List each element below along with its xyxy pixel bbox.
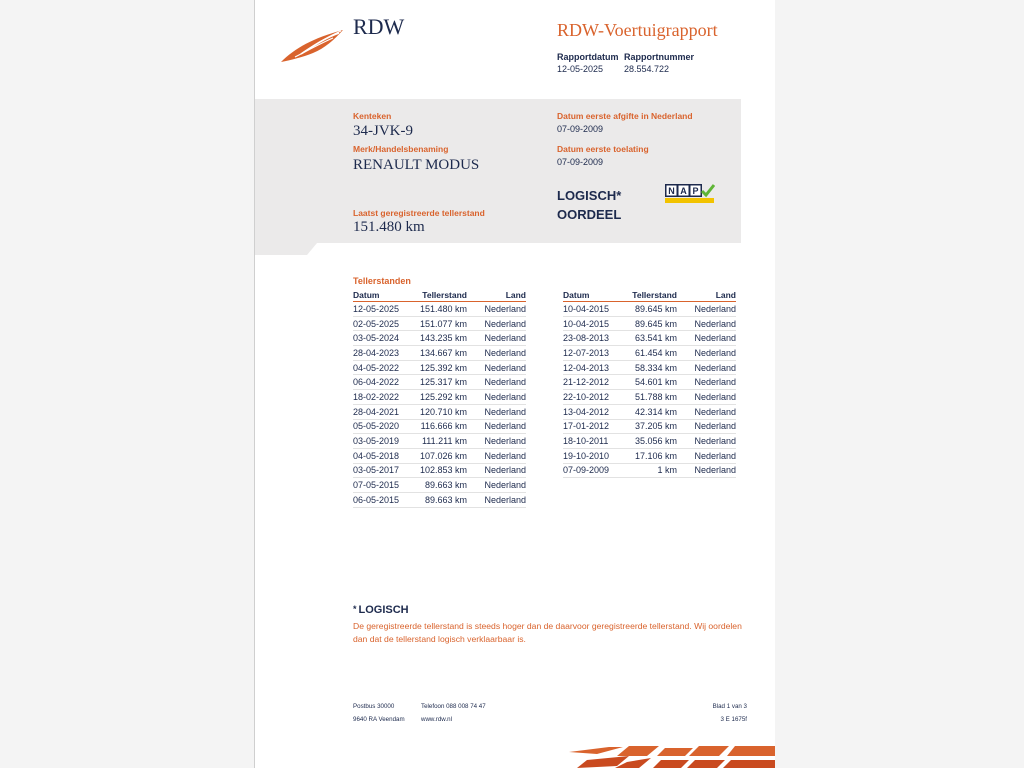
rdw-logo-icon <box>279 26 345 66</box>
column-header-km: Tellerstand <box>415 287 467 302</box>
table-row <box>353 492 526 507</box>
cell-km: 143.235 km <box>415 331 467 346</box>
cell-km: 63.541 km <box>625 331 677 346</box>
column-header-country: Land <box>467 287 526 302</box>
footnote-title <box>353 604 409 616</box>
cell-country: Nederland <box>467 360 526 375</box>
table-row <box>353 331 526 346</box>
cell-km: 125.292 km <box>415 390 467 405</box>
table-row <box>563 434 736 449</box>
footnote-asterisk: * <box>353 604 357 614</box>
cell-country: Nederland <box>467 375 526 390</box>
cell-date: 03-05-2024 <box>353 331 415 346</box>
table-row <box>353 346 526 361</box>
plate-label: Kenteken <box>353 111 392 121</box>
cell-country: Nederland <box>467 302 526 317</box>
cell-date: 17-01-2012 <box>563 419 625 434</box>
table-row <box>563 346 736 361</box>
cell-date: 03-05-2019 <box>353 434 415 449</box>
cell-km: 17.106 km <box>625 448 677 463</box>
cell-country: Nederland <box>467 434 526 449</box>
cell-date: 07-09-2009 <box>563 463 625 478</box>
first-nl-value: 07-09-2009 <box>557 124 604 134</box>
cell-country: Nederland <box>677 346 736 361</box>
column-header-km: Tellerstand <box>625 287 677 302</box>
cell-km: 61.454 km <box>625 346 677 361</box>
table-row <box>353 463 526 478</box>
cell-country: Nederland <box>677 419 736 434</box>
cell-km: 37.205 km <box>625 419 677 434</box>
table-row <box>353 448 526 463</box>
odometer-label: Laatst geregistreerde tellerstand <box>353 208 485 218</box>
report-date-label: Rapportdatum <box>557 52 619 62</box>
table-body <box>563 302 736 478</box>
cell-date: 28-04-2021 <box>353 404 415 419</box>
cell-km: 1 km <box>625 463 677 478</box>
cell-country: Nederland <box>467 390 526 405</box>
cell-country: Nederland <box>467 463 526 478</box>
cell-km: 125.317 km <box>415 375 467 390</box>
cell-date: 10-04-2015 <box>563 316 625 331</box>
cell-date: 03-05-2017 <box>353 463 415 478</box>
cell-date: 06-05-2015 <box>353 492 415 507</box>
table-row <box>563 404 736 419</box>
footer-city: 9640 RA Veendam <box>353 716 405 723</box>
cell-km: 151.077 km <box>415 316 467 331</box>
cell-country: Nederland <box>677 434 736 449</box>
cell-country: Nederland <box>677 375 736 390</box>
svg-text:A: A <box>680 186 687 196</box>
report-date: 12-05-2025 <box>557 64 604 74</box>
table-row <box>563 331 736 346</box>
cell-km: 89.645 km <box>625 316 677 331</box>
make-label: Merk/Handelsbenaming <box>353 144 449 154</box>
cell-date: 13-04-2012 <box>563 404 625 419</box>
report-title: RDW-Voertuigrapport <box>557 20 718 40</box>
table-row <box>563 390 736 405</box>
cell-country: Nederland <box>467 404 526 419</box>
table-row <box>353 404 526 419</box>
cell-country: Nederland <box>677 302 736 317</box>
footer-web-link[interactable]: www.rdw.nl <box>421 716 452 723</box>
cell-country: Nederland <box>467 419 526 434</box>
footer-stripes-graphic <box>569 744 775 768</box>
report-number-label: Rapportnummer <box>624 52 695 62</box>
cell-country: Nederland <box>467 316 526 331</box>
cell-km: 58.334 km <box>625 360 677 375</box>
cell-km: 111.211 km <box>415 434 467 449</box>
cell-country: Nederland <box>677 390 736 405</box>
cell-date: 05-05-2020 <box>353 419 415 434</box>
verdict-line-1: LOGISCH* <box>557 188 622 203</box>
svg-text:P: P <box>692 186 699 196</box>
first-admission-label: Datum eerste toelating <box>557 144 649 154</box>
column-header-date: Datum <box>563 287 625 302</box>
table-header-row <box>353 287 526 302</box>
cell-km: 107.026 km <box>415 448 467 463</box>
cell-date: 28-04-2023 <box>353 346 415 361</box>
verdict <box>557 186 621 224</box>
cell-country: Nederland <box>467 448 526 463</box>
column-header-date: Datum <box>353 287 415 302</box>
report-number: 28.554.722 <box>624 64 670 74</box>
table-row <box>353 360 526 375</box>
table-row <box>353 375 526 390</box>
cell-date: 18-10-2011 <box>563 434 625 449</box>
table-row <box>353 419 526 434</box>
cell-km: 89.645 km <box>625 302 677 317</box>
footer-phone: Telefoon 088 008 74 47 <box>421 703 486 710</box>
odometer-table-left <box>353 287 526 508</box>
plate-value: 34-JVK-9 <box>353 123 413 139</box>
table-row <box>563 316 736 331</box>
cell-country: Nederland <box>677 404 736 419</box>
report-date-block <box>557 52 619 74</box>
odometer-readings-title: Tellerstanden <box>353 276 411 286</box>
cell-km: 89.663 km <box>415 492 467 507</box>
cell-km: 42.314 km <box>625 404 677 419</box>
first-admission-value: 07-09-2009 <box>557 157 604 167</box>
org-name: RDW <box>353 14 405 39</box>
svg-text:N: N <box>668 186 675 196</box>
cell-date: 21-12-2012 <box>563 375 625 390</box>
cell-km: 120.710 km <box>415 404 467 419</box>
cell-country: Nederland <box>467 331 526 346</box>
report-number-block <box>624 52 694 74</box>
cell-km: 89.663 km <box>415 478 467 493</box>
make-value: RENAULT MODUS <box>353 157 480 173</box>
table-row <box>563 302 736 317</box>
cell-km: 54.601 km <box>625 375 677 390</box>
report-page <box>254 0 775 768</box>
cell-country: Nederland <box>677 448 736 463</box>
cell-date: 18-02-2022 <box>353 390 415 405</box>
footnote-title-text: LOGISCH <box>358 604 409 616</box>
table-row <box>563 360 736 375</box>
cell-km: 125.392 km <box>415 360 467 375</box>
footnote-text: De geregistreerde tellerstand is steeds hoger dan de daarvoor geregistreerde tellerstand. Wij oordelen dan dat de tellerstand logisch verklaarbaar is. <box>353 621 742 644</box>
cell-date: 12-07-2013 <box>563 346 625 361</box>
cell-country: Nederland <box>467 492 526 507</box>
cell-date: 19-10-2010 <box>563 448 625 463</box>
cell-date: 07-05-2015 <box>353 478 415 493</box>
cell-km: 51.788 km <box>625 390 677 405</box>
table-row <box>353 478 526 493</box>
footer-postbus: Postbus 30000 <box>353 703 395 710</box>
table-row <box>353 434 526 449</box>
cell-km: 151.480 km <box>415 302 467 317</box>
table-row <box>563 419 736 434</box>
footer-code: 3 E 1675f <box>720 716 747 723</box>
table-body <box>353 302 526 508</box>
cell-date: 12-04-2013 <box>563 360 625 375</box>
cell-country: Nederland <box>677 331 736 346</box>
cell-country: Nederland <box>467 346 526 361</box>
cell-country: Nederland <box>677 463 736 478</box>
cell-country: Nederland <box>467 478 526 493</box>
odometer-table-right <box>563 287 736 478</box>
nap-logo-icon <box>665 184 715 204</box>
table-row <box>353 302 526 317</box>
cell-date: 04-05-2022 <box>353 360 415 375</box>
cell-km: 35.056 km <box>625 434 677 449</box>
cell-date: 04-05-2018 <box>353 448 415 463</box>
table-header-row <box>563 287 736 302</box>
cell-km: 116.666 km <box>415 419 467 434</box>
table-row <box>353 316 526 331</box>
odometer-value: 151.480 km <box>353 219 425 235</box>
panel-notch <box>255 243 775 257</box>
table-row <box>563 375 736 390</box>
cell-date: 22-10-2012 <box>563 390 625 405</box>
cell-date: 02-05-2025 <box>353 316 415 331</box>
table-row <box>563 448 736 463</box>
table-row <box>563 463 736 478</box>
column-header-country: Land <box>677 287 736 302</box>
cell-date: 10-04-2015 <box>563 302 625 317</box>
cell-date: 23-08-2013 <box>563 331 625 346</box>
cell-country: Nederland <box>677 316 736 331</box>
verdict-line-2: OORDEEL <box>557 207 622 222</box>
cell-country: Nederland <box>677 360 736 375</box>
cell-date: 06-04-2022 <box>353 375 415 390</box>
first-nl-label: Datum eerste afgifte in Nederland <box>557 111 693 121</box>
footer-page-number: Blad 1 van 3 <box>712 703 747 710</box>
cell-km: 102.853 km <box>415 463 467 478</box>
cell-date: 12-05-2025 <box>353 302 415 317</box>
cell-km: 134.667 km <box>415 346 467 361</box>
table-row <box>353 390 526 405</box>
